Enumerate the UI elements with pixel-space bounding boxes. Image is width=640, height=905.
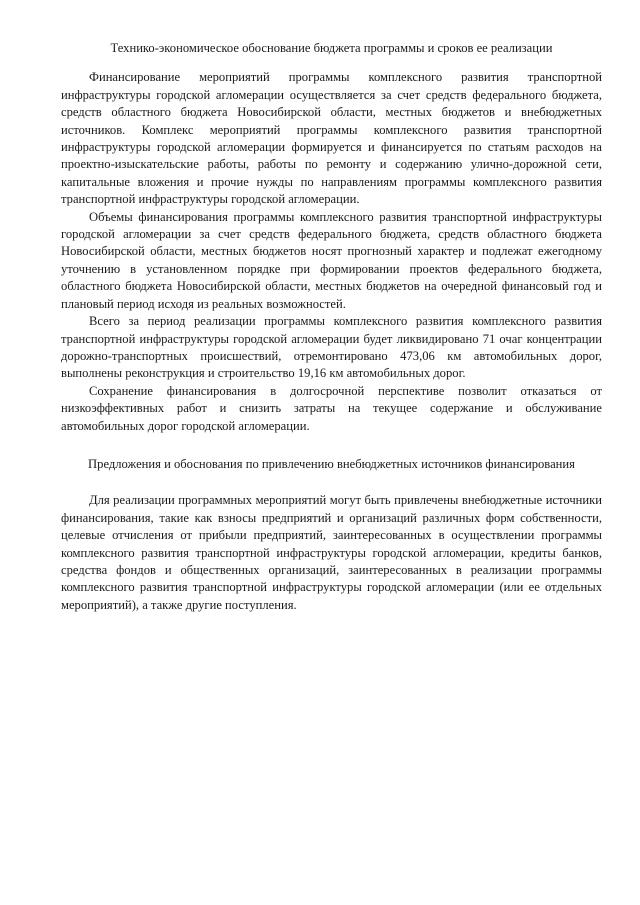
section-2-title: Предложения и обоснования по привлечению внебюджетных источников финансирования [88,456,575,471]
section-2-paragraph-1: Для реализации программных мероприятий могут быть привлечены внебюджетные источники финансирования, такие как взносы предприятий и организаций различных форм собственности, целевые отчисления от прибыли предприятий, заинтересованных в осуществлении программы комплексного развития транспортной инфраструктуры городской агломерации, кредиты банков, средства фондов и общественных организаций, заинтересованных в реализации программы комплексного развития транспортной инфраструктуры городской агломерации (или ее отдельных мероприятий), а также другие поступления. [61,493,602,612]
section-1-paragraph-3: Всего за период реализации программы комплексного развития комплексного развития транспортной инфраструктуры городской агломерации будет ликвидировано 71 очаг концентрации дорожно-транспортных происшествий, отремонтировано 473,06 км автомобильных дорог, выполнены реконструкция и строительство 19,16 км автомобильных дорог. [61,314,602,381]
section-1-paragraph-2: Объемы финансирования программы комплексного развития транспортной инфраструктуры городской агломерации за счет средств федерального бюджета, средств областного бюджета Новосибирской области, местных бюджетов носят прогнозный характер и подлежат ежегодному уточнению в установленном порядке при формировании проектов федерального бюджета, областного бюджета Новосибирской области, местных бюджетов на очередной финансовый год и плановый период исходя из реальных возможностей. [61,209,602,311]
section-1-title: Технико-экономическое обоснование бюджета программы и сроков ее реализации [110,41,553,55]
section-1-paragraph-1: Финансирование мероприятий программы комплексного развития транспортной инфраструктуры городской агломерации осуществляется за счет средств федерального бюджета, средств областного бюджета Новосибирской области, местных бюджетов и внебюджетных источников. Комплекс мероприятий программы комплексного развития транспортной инфраструктуры городской агломерации формируется и финансируется по статьям расходов на проектно-изыскательские работы, работы по ремонту и содержанию улично-дорожной сети, капитальные вложения и прочие нужды по направлениям программы комплексного развития транспортной инфраструктуры городской агломерации. [61,70,602,207]
section-1-paragraph-4: Сохранение финансирования в долгосрочной перспективе позволит отказаться от низкоэффективных работ и снизить затраты на текущее содержание и обслуживание автомобильных дорог городской агломерации. [61,383,602,433]
document-page [61,40,602,614]
